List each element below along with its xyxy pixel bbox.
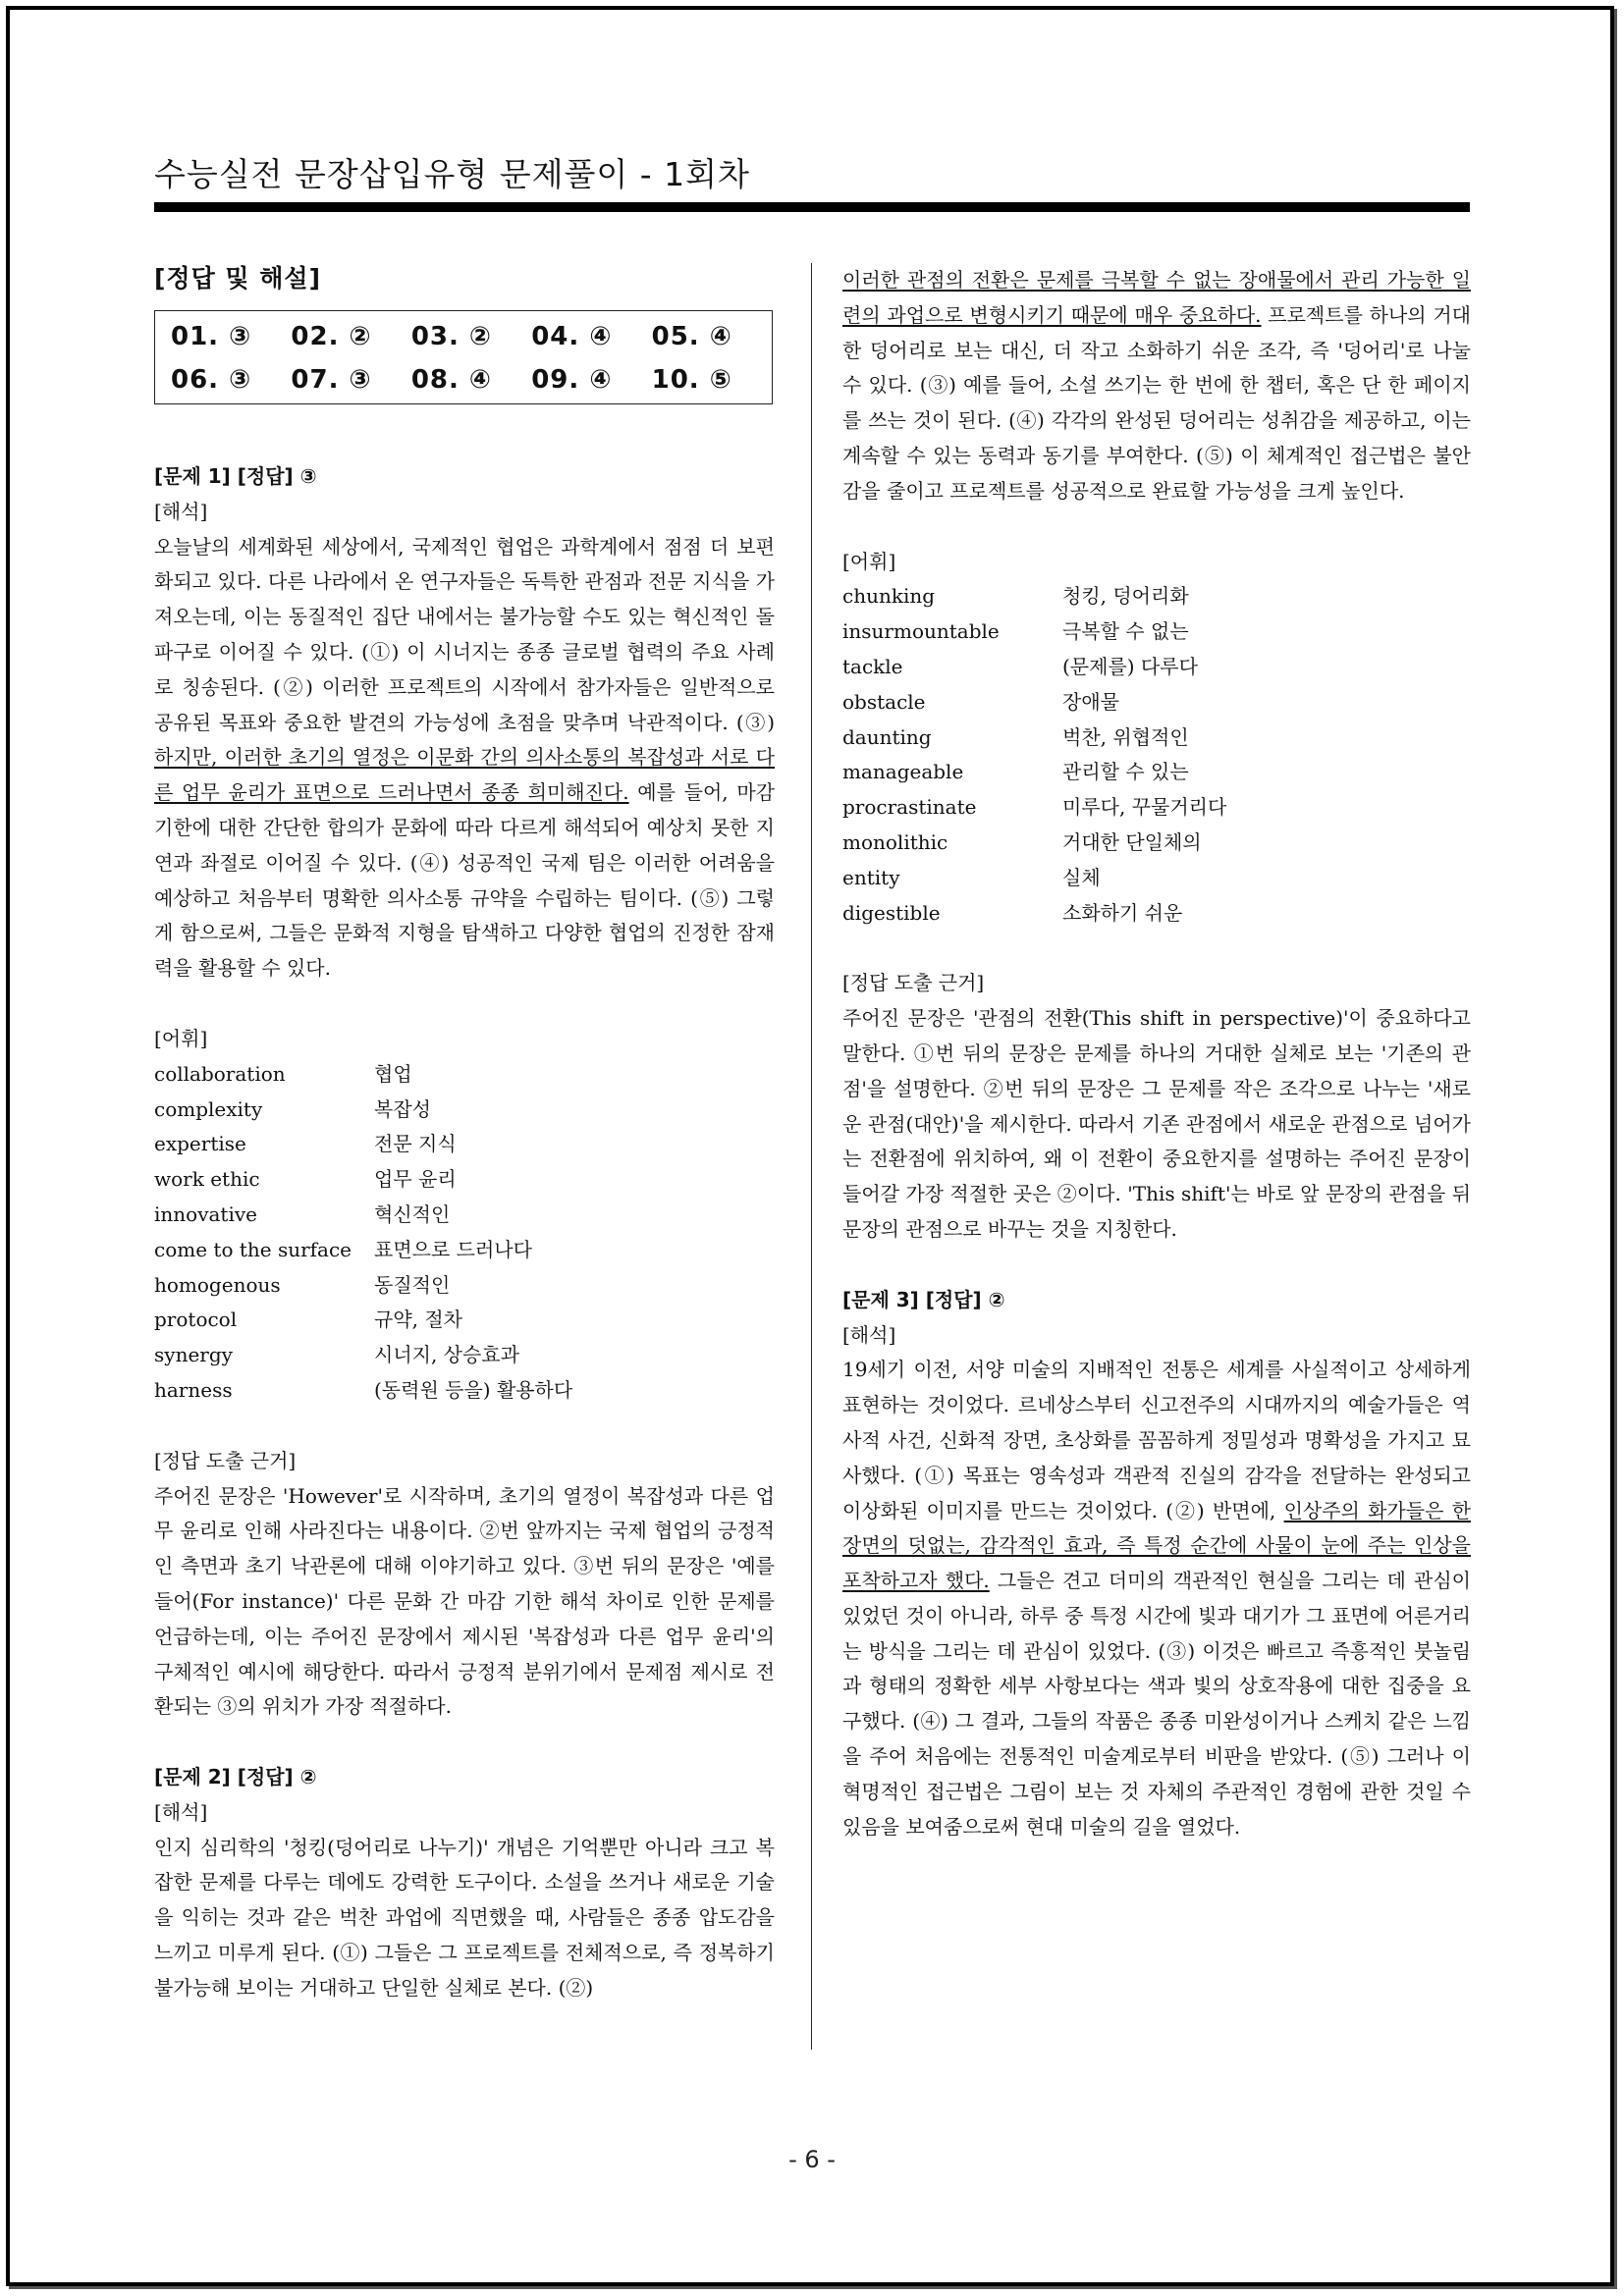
q3-translation-text: 그들은 견고 더미의 객관적인 현실을 그리는 데 관심이 있었던 것이 아니라, 하루 중 특정 시간에 빛과 대기가 그 표면에 어른거리는 방식을 그리는 데 관심이 있었다. (③) 이것은 빠르고 즉흥적인 붓놀림과 형태의 정확한 세부 사항보다는 색과 빛의 상호작용에 대한 집중을 요구했다. (④) 그 결과, 그들의 작품은 종종 미완성이거나 스케치 같은 느낌을 주어 처음에는 전통적인 미술계로부터 비판을 받았다. (⑤) 그러나 이 혁명적인 접근법은 그림이 보는 것 자체의 주관적인 경험에 관한 것일 수 있음을 보여줌으로써 현대 미술의 길을 열었다. xyxy=(842,1569,1471,1839)
answer-item: 07. ③ xyxy=(291,365,372,395)
answer-item: 01. ③ xyxy=(171,322,252,351)
vocab-row xyxy=(842,579,1226,614)
vocab-meaning: 표면으로 드러나다 xyxy=(374,1237,532,1261)
answer-item: 05. ④ xyxy=(651,322,732,351)
q1-translation-text: 예를 들어, 마감 기한에 대한 간단한 합의가 문화에 따라 다르게 해석되어 예상치 못한 지연과 좌절로 이어질 수 있다. (④) 성공적인 국제 팀은 이러한 어려움을 예상하고 처음부터 명확한 의사소통 규약을 수립하는 팀이다. (⑤) 그렇게 함으로써, 그들은 문화적 지형을 탐색하고 다양한 협업의 진정한 잠재력을 활용할 수 있다. xyxy=(154,780,775,981)
left-column xyxy=(154,263,775,2006)
vocab-term: obstacle xyxy=(842,689,926,714)
vocab-term: harness xyxy=(154,1377,233,1402)
vocab-row xyxy=(154,1268,572,1304)
answer-row-2 xyxy=(171,358,772,401)
q2-vocab-label: [어휘] xyxy=(842,549,896,573)
q1-vocab-label: [어휘] xyxy=(154,1026,208,1050)
q2-heading: [문제 2] [정답] ② xyxy=(154,1765,317,1789)
answer-section-title: [정답 및 해설] xyxy=(154,264,322,293)
vocab-row xyxy=(154,1373,572,1409)
vocab-term: expertise xyxy=(154,1132,246,1156)
q1-inserted-sentence: 하지만, 이러한 초기의 열정은 이문화 간의 의사소통의 복잡성과 서로 다른 업무 윤리가 표면으로 드러나면서 종종 희미해진다. xyxy=(154,745,775,805)
q2-evidence-label: [정답 도출 근거] xyxy=(842,971,985,995)
vocab-row xyxy=(154,1233,572,1268)
vocab-meaning: 장애물 xyxy=(1062,689,1119,714)
vocab-term: complexity xyxy=(154,1096,263,1121)
answer-item: 03. ② xyxy=(410,322,492,351)
answer-box xyxy=(154,310,773,404)
vocab-meaning: 복잡성 xyxy=(374,1096,431,1121)
q1-heading: [문제 1] [정답] ③ xyxy=(154,464,317,488)
vocab-row xyxy=(154,1093,572,1128)
header-rule xyxy=(154,202,1470,212)
vocab-meaning: 시너지, 상승효과 xyxy=(374,1343,519,1367)
vocab-row xyxy=(154,1303,572,1338)
q2-translation-text: 프로젝트를 하나의 거대한 덩어리로 보는 대신, 더 작고 소화하기 쉬운 조각, 즉 '덩어리'로 나눌 수 있다. (③) 예를 들어, 소설 쓰기는 한 번에 한 챕터, 혹은 단 한 페이지를 쓰는 것이 된다. (④) 각각의 완성된 덩어리는 성취감을 제공하고, 이는 계속할 수 있는 동력과 동기를 부여한다. (⑤) 이 체계적인 접근법은 불안감을 줄이고 프로젝트를 성공적으로 완료할 가능성을 크게 높인다. xyxy=(842,302,1471,503)
vocab-meaning: 관리할 수 있는 xyxy=(1062,760,1189,784)
vocab-term: homogenous xyxy=(154,1272,281,1297)
vocab-meaning: 벅찬, 위협적인 xyxy=(1062,724,1189,749)
vocab-meaning: 협업 xyxy=(374,1061,412,1086)
q1-evidence: 주어진 문장은 'However'로 시작하며, 초기의 열정이 복잡성과 다른 업무 윤리로 인해 사라진다는 내용이다. ②번 앞까지는 국제 협업의 긍정적인 측면과 초기 낙관론에 대해 이야기하고 있다. ③번 뒤의 문장은 '예를 들어(For instance)' 다른 문화 간 마감 기한 해석 차이로 인한 문제를 언급하는데, 이는 주어진 문장에서 제시된 '복잡성과 다른 업무 윤리'의 구체적인 예시에 해당한다. 따라서 긍정적 분위기에서 문제점 제시로 전환되는 ③의 위치가 가장 적절하다. xyxy=(154,1483,775,1719)
vocab-meaning: 미루다, 꾸물거리다 xyxy=(1062,795,1227,820)
answer-item: 09. ④ xyxy=(531,365,613,395)
vocab-meaning: 업무 윤리 xyxy=(374,1167,457,1192)
q2-vocab-table xyxy=(842,579,1226,931)
vocab-term: work ethic xyxy=(154,1167,260,1192)
vocab-row xyxy=(154,1198,572,1233)
column-divider xyxy=(811,263,812,2050)
vocab-row xyxy=(842,896,1226,932)
q3-translation-text: 19세기 이전, 서양 미술의 지배적인 전통은 세계를 사실적이고 상세하게 표현하는 것이었다. 르네상스부터 신고전주의 시대까지의 예술가들은 역사적 사건, 신화적 장면, 초상화를 꼼꼼하게 정밀성과 명확성을 가지고 묘사했다. (①) 목표는 영속성과 객관적 진실의 감각을 전달하는 완성되고 이상화된 이미지를 만드는 것이었다. (②) 반면에, xyxy=(842,1358,1471,1522)
right-column xyxy=(842,263,1471,1844)
vocab-meaning: 거대한 단일체의 xyxy=(1062,829,1202,854)
q2-translation-text: 인지 심리학의 '청킹(덩어리로 나누기)' 개념은 기억뿐만 아니라 크고 복잡한 문제를 다루는 데에도 강력한 도구이다. 소설을 쓰거나 새로운 기술을 익히는 것과 같은 벅찬 과업에 직면했을 때, 사람들은 종종 압도감을 느끼고 미루게 된다. (①) 그들은 그 프로젝트를 전체적으로, 즉 정복하기 불가능해 보이는 거대하고 단일한 실체로 본다. (②) xyxy=(154,1835,775,2000)
vocab-meaning: 전문 지식 xyxy=(374,1132,457,1156)
vocab-row xyxy=(842,790,1226,826)
vocab-term: collaboration xyxy=(154,1061,286,1086)
answer-item: 10. ⑤ xyxy=(651,365,732,395)
vocab-row xyxy=(842,721,1226,756)
q1-translation-label: [해석] xyxy=(154,499,208,523)
vocab-term: digestible xyxy=(842,900,941,925)
q2-evidence: 주어진 문장은 '관점의 전환(This shift in perspective)'이 중요하다고 말한다. ①번 뒤의 문장은 문제를 하나의 거대한 실체로 보는 '기존의 관점'을 설명한다. ②번 뒤의 문장은 그 문제를 작은 조각으로 나누는 '새로운 관점(대안)'을 제시한다. 따라서 기존 관점에서 새로운 관점으로 넘어가는 전환점에 위치하여, 왜 이 전환이 중요한지를 설명하는 주어진 문장이 들어갈 가장 적절한 곳은 ②이다. 'This shift'는 바로 앞 문장의 관점을 뒤 문장의 관점으로 바꾸는 것을 지칭한다. xyxy=(842,1006,1471,1241)
vocab-row xyxy=(154,1338,572,1373)
q1-translation-text: 오늘날의 세계화된 세상에서, 국제적인 협업은 과학계에서 점점 더 보편화되고 있다. 다른 나라에서 온 연구자들은 독특한 관점과 전문 지식을 가져오는데, 이는 동질적인 집단 내에서는 불가능할 수도 있는 혁신적인 돌파구로 이어질 수 있다. (①) 이 시너지는 종종 글로벌 협력의 주요 사례로 칭송된다. (②) 이러한 프로젝트의 시작에서 참가자들은 일반적으로 공유된 목표와 중요한 발견의 가능성에 초점을 맞추며 낙관적이다. (③) xyxy=(154,534,775,734)
answer-item: 06. ③ xyxy=(171,365,252,395)
vocab-term: monolithic xyxy=(842,829,948,854)
vocab-row xyxy=(842,685,1226,721)
vocab-term: insurmountable xyxy=(842,619,1000,644)
answer-item: 04. ④ xyxy=(531,322,613,351)
q2-translation-label: [해석] xyxy=(154,1799,208,1824)
page-number: - 6 - xyxy=(788,2146,836,2173)
q1-evidence-label: [정답 도출 근거] xyxy=(154,1448,297,1472)
vocab-row xyxy=(842,826,1226,861)
vocab-term: protocol xyxy=(154,1308,238,1332)
answer-item: 02. ② xyxy=(291,322,372,351)
vocab-term: daunting xyxy=(842,724,932,749)
vocab-meaning: 소화하기 쉬운 xyxy=(1062,900,1183,925)
q3-translation xyxy=(842,1353,1471,1844)
vocab-meaning: 혁신적인 xyxy=(374,1201,451,1226)
q3-inserted-sentence: 인상주의 화가들은 한 장면의 덧없는, 감각적인 효과, 즉 특정 순간에 사물이 눈에 주는 인상을 포착하고자 했다. xyxy=(842,1498,1471,1593)
vocab-meaning: 극복할 수 없는 xyxy=(1062,619,1189,644)
page-title: 수능실전 문장삽입유형 문제풀이 - 1회차 xyxy=(154,155,750,193)
q2-inserted-sentence: 이러한 관점의 전환은 문제를 극복할 수 없는 장애물에서 관리 가능한 일련의 과업으로 변형시키기 때문에 매우 중요하다. xyxy=(842,268,1471,327)
vocab-meaning: 규약, 절차 xyxy=(374,1308,462,1332)
vocab-term: innovative xyxy=(154,1201,257,1226)
q3-translation-label: [해석] xyxy=(842,1322,896,1347)
q1-vocab-table xyxy=(154,1057,572,1409)
q3-heading: [문제 3] [정답] ② xyxy=(842,1287,1005,1311)
vocab-row xyxy=(842,614,1226,650)
vocab-row xyxy=(154,1162,572,1198)
vocab-term: procrastinate xyxy=(842,795,977,820)
vocab-term: synergy xyxy=(154,1343,233,1367)
vocab-term: manageable xyxy=(842,760,964,784)
vocab-row xyxy=(842,861,1226,896)
vocab-meaning: 동질적인 xyxy=(374,1272,451,1297)
vocab-term: come to the surface xyxy=(154,1237,352,1261)
vocab-term: tackle xyxy=(842,654,903,678)
vocab-row xyxy=(842,755,1226,790)
vocab-row xyxy=(842,650,1226,685)
q2-translation-part1 xyxy=(154,1831,775,2006)
vocab-row xyxy=(154,1127,572,1162)
vocab-term: chunking xyxy=(842,584,936,609)
vocab-meaning: (동력원 등을) 활용하다 xyxy=(374,1377,573,1402)
vocab-row xyxy=(154,1057,572,1093)
vocab-term: entity xyxy=(842,865,900,889)
q2-translation-part2 xyxy=(842,263,1471,509)
vocab-meaning: 청킹, 덩어리화 xyxy=(1062,584,1189,609)
q1-translation xyxy=(154,530,775,987)
vocab-meaning: (문제를) 다루다 xyxy=(1062,654,1198,678)
answer-item: 08. ④ xyxy=(410,365,492,395)
vocab-meaning: 실체 xyxy=(1062,865,1101,889)
answer-row-1 xyxy=(171,315,772,358)
